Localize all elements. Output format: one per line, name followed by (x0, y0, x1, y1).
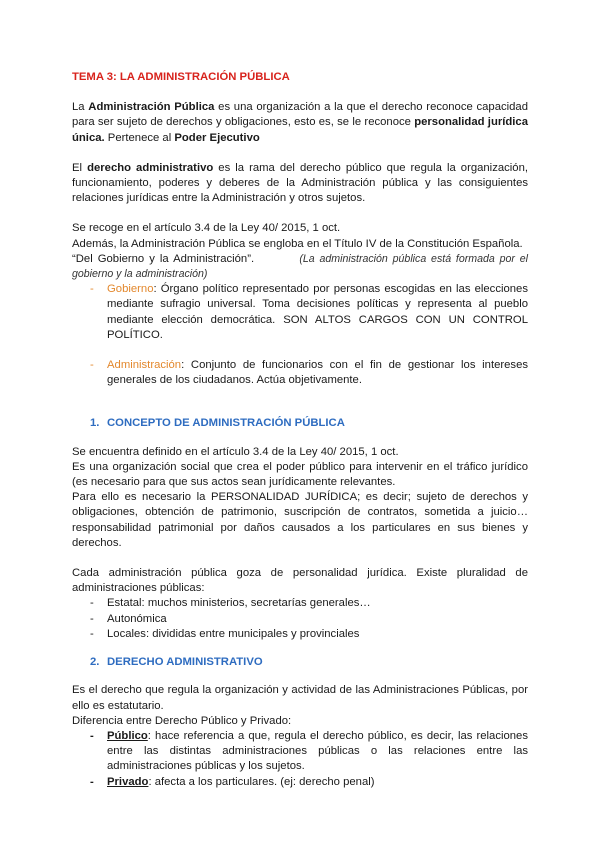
list-item-term: Público (107, 729, 148, 742)
section-title: DERECHO ADMINISTRATIVO (107, 656, 263, 669)
dash-bullet: - (90, 775, 94, 788)
s1-paragraph-3: Para ello es necesario la PERSONALIDAD JURÍDICA; es decir; sujeto de derechos y obligaciones, obtención de patrimonio, suscripción de contratos, sometida a juicio… responsabilidad patrimonial por daños causados a los particulares en sus bienes y derechos. (72, 491, 528, 549)
intro-bold-3: Poder Ejecutivo (174, 131, 260, 144)
section-number: 2. (90, 656, 100, 669)
s1-paragraph-4: Cada administración pública goza de personalidad jurídica. Existe pluralidad de administraciones públicas: (72, 567, 528, 595)
intro-bold-2: personalidad jurídica única. (72, 116, 528, 144)
dash-bullet: - (90, 597, 94, 610)
list-item-text: Locales: divididas entre municipales y provinciales (107, 627, 360, 640)
bullet-term: Gobierno (107, 283, 154, 296)
list-item (72, 596, 528, 611)
list-item-term: Privado (107, 775, 149, 788)
dash-bullet: - (90, 729, 94, 742)
document-title: TEMA 3: LA ADMINISTRACIÓN PÚBLICA (72, 71, 290, 83)
list-item (72, 358, 528, 388)
intro-text-2: es una organización a la que el derecho reconoce capacidad para ser sujeto de derechos y obligaciones, esto es, se le reconoce (72, 101, 528, 129)
dash-bullet: - (90, 612, 94, 625)
s1-list (72, 596, 528, 642)
list-item-text: Autonómica (107, 612, 167, 625)
list-spacer (72, 343, 528, 358)
dash-bullet: - (90, 283, 94, 296)
list-item-text: Estatal: muchos ministerios, secretarías generales… (107, 597, 371, 610)
list-item-text: : afecta a los particulares. (ej: derecho penal) (148, 775, 375, 788)
section-title: CONCEPTO DE ADMINISTRACIÓN PÚBLICA (107, 417, 345, 430)
dash-bullet: - (90, 359, 94, 372)
list-item (72, 775, 528, 790)
s2-list (72, 729, 528, 790)
list-item (72, 627, 528, 642)
intro-text-3: Pertenece al (104, 131, 175, 144)
s1-paragraph-1: Se encuentra definido en el artículo 3.4 de la Ley 40/ 2015, 1 oct. (72, 445, 399, 458)
list-item (72, 282, 528, 343)
derecho-admin-paragraph (72, 161, 528, 207)
dash-bullet: - (90, 627, 94, 640)
bullet-text: : Conjunto de funcionarios con el fin de gestionar los intereses generales de los ciudadanos. Actúa objetivamente. (107, 359, 528, 387)
list-item (72, 612, 528, 627)
document-page (72, 68, 528, 790)
recoge-quote-line (72, 252, 528, 282)
intro-bold-1: Administración Pública (88, 101, 215, 114)
list-item (72, 729, 528, 775)
da-text-1: El (72, 161, 88, 174)
recoge-quote: “Del Gobierno y la Administración”. (72, 252, 255, 265)
intro-paragraph (72, 100, 528, 146)
list-item-text: : hace referencia a que, regula el derecho público, es decir, las relaciones entre las distintas administraciones públicas o las relaciones entre las administraciones públicas y los sujetos. (107, 729, 528, 773)
s1-paragraph-2: Es una organización social que crea el poder público para intervenir en el tráfico jurídico (es necesario para que sus actos sean jurídicamente relevantes. (72, 460, 528, 489)
recoge-line-1: Se recoge en el artículo 3.4 de la Ley 40/ 2015, 1 oct. (72, 222, 341, 235)
recoge-line-2: Además, la Administración Pública se engloba en el Título IV de la Constitución Española. (72, 237, 523, 250)
section-2-heading (72, 655, 528, 670)
intro-text-1: La (72, 101, 89, 114)
intro-bullet-list (72, 282, 528, 388)
section-number: 1. (90, 417, 100, 430)
da-bold-1: derecho administrativo (87, 161, 214, 174)
bullet-term: Administración (107, 359, 182, 372)
s2-paragraph-1: Es el derecho que regula la organización y actividad de las Administraciones Públicas, por ello es estatutario. (72, 684, 528, 712)
section-1-heading (72, 416, 528, 431)
da-text-2: es la rama del derecho público que regula la organización, funcionamiento, poderes y deberes de la Administración pública y las consiguientes relaciones jurídicas entre la Administración y otros sujetos. (72, 161, 528, 205)
s2-paragraph-2: Diferencia entre Derecho Público y Privado: (72, 714, 292, 727)
recoge-italic-note: (La administración pública está formada por el gobierno y la administración) (72, 252, 528, 281)
bullet-text: : Órgano político representado por personas escogidas en las elecciones mediante sufragio universal. Toma decisiones políticas y representa al pueblo mediante elección democrática. SON ALTOS CARGOS CON UN CONTROL POLÍTICO. (107, 283, 528, 341)
